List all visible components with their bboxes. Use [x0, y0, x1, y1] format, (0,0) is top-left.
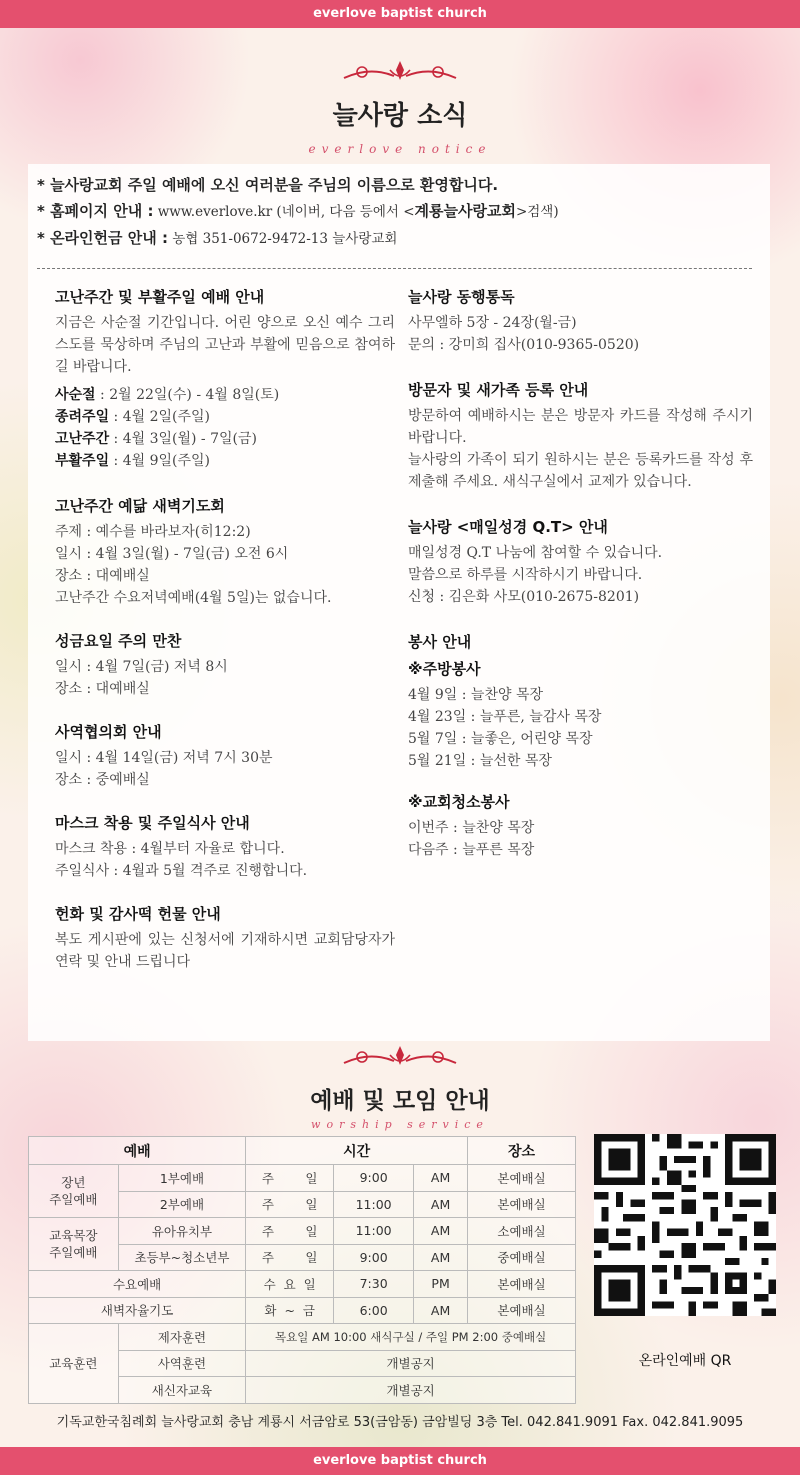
lent-value: : 2월 22일(수) - 4월 8일(토) — [95, 387, 280, 403]
section-line: 4월 23일 : 늘푸른, 늘감사 목장 — [408, 709, 602, 725]
palm-label: 종려주일 — [55, 409, 110, 425]
worship-table — [28, 1136, 576, 1404]
section-qt — [408, 515, 753, 608]
place-cell: 중예배실 — [468, 1244, 576, 1271]
section-heading: 늘사랑 동행통독 — [408, 288, 515, 306]
schedule-cell: 목요일 AM 10:00 새식구실 / 주일 PM 2:00 중예배실 — [246, 1324, 576, 1351]
easter-value: : 4월 9일(주일) — [109, 453, 211, 469]
section-visitor — [408, 378, 753, 493]
section-heading: 고난주간 예닮 새벽기도회 — [55, 497, 225, 515]
table-row — [29, 1297, 576, 1324]
section-ministry-council — [55, 720, 395, 791]
day-cell: 주 — [246, 1165, 290, 1192]
bottom-banner: everlove baptist church — [0, 1447, 800, 1475]
day-cell: 일 — [290, 1191, 334, 1218]
group-label: 교육목장 주일예배 — [29, 1218, 119, 1271]
section-line: 일시 : 4월 7일(금) 저녁 8시 — [55, 659, 228, 675]
day-cell: 주 — [246, 1244, 290, 1271]
cleaning-heading: ※교회청소봉사 — [408, 793, 510, 811]
time-cell: 6:00 — [334, 1297, 414, 1324]
table-row — [29, 1218, 576, 1245]
passion-line — [55, 428, 395, 450]
place-cell: 본예배실 — [468, 1297, 576, 1324]
ampm-cell: AM — [414, 1191, 468, 1218]
worship-subtitle: worship service — [311, 1118, 489, 1131]
kitchen-heading: ※주방봉사 — [408, 660, 481, 678]
homepage-line — [37, 198, 747, 225]
time-cell: 11:00 — [334, 1191, 414, 1218]
qr-label: 온라인예배 QR — [638, 1353, 732, 1369]
offering-label: * 온라인헌금 안내 : — [37, 229, 168, 247]
service-name: 1부예배 — [118, 1165, 246, 1192]
intro-block — [37, 172, 747, 252]
service-name: 사역훈련 — [118, 1350, 246, 1377]
header-worship: 예배 — [29, 1137, 246, 1165]
section-line: 이번주 : 늘찬양 목장 — [408, 820, 535, 836]
section-line: 마스크 착용 : 4월부터 자율로 합니다. — [55, 841, 285, 857]
section-line: 주일식사 : 4월과 5월 격주로 진행합니다. — [55, 863, 308, 879]
footer-address: 기독교한국침례회 늘사랑교회 충남 계룡시 서금암로 53(금암동) 금암빌딩 3층 Tel. 042.841.9091 Fax. 042.841.9095 — [56, 1415, 744, 1430]
section-body: 지금은 사순절 기간입니다. 어린 양으로 오신 예수 그리스도를 묵상하며 주님의 고난과 부활에 믿음으로 참여하길 바랍니다. — [55, 315, 395, 375]
qr-code-graphic — [594, 1134, 776, 1316]
section-heading: 헌화 및 감사떡 헌물 안내 — [55, 905, 221, 923]
worship-title: 예배 및 모임 안내 — [310, 1087, 490, 1114]
palm-line — [55, 406, 395, 428]
section-holy-week — [55, 285, 395, 472]
service-name: 제자훈련 — [118, 1324, 246, 1351]
time-cell: 11:00 — [334, 1218, 414, 1245]
section-line: 고난주간 수요저녁예배(4월 5일)는 없습니다. — [55, 590, 332, 606]
divider — [37, 268, 752, 269]
passion-value: : 4월 3일(월) - 7일(금) — [109, 431, 257, 447]
service-name: 초등부~청소년부 — [118, 1244, 246, 1271]
easter-line — [55, 450, 395, 472]
place-cell: 본예배실 — [468, 1271, 576, 1298]
day-cell: 일 — [290, 1218, 334, 1245]
easter-label: 부활주일 — [55, 453, 110, 469]
qr-code-icon[interactable] — [594, 1134, 776, 1316]
offering-line — [37, 225, 747, 252]
day-cell: 주 — [246, 1218, 290, 1245]
section-line: 다음주 : 늘푸른 목장 — [408, 842, 535, 858]
ampm-cell: AM — [414, 1297, 468, 1324]
section-service — [408, 630, 753, 861]
schedule-cell: 개별공지 — [246, 1350, 576, 1377]
homepage-url: www.everlove.kr (네이버, 다음 등에서 < — [153, 204, 415, 220]
section-line: 주제 : 예수를 바라보자(히12:2) — [55, 524, 251, 540]
top-banner: everlove baptist church — [0, 0, 800, 28]
welcome-text: * 늘사랑교회 주일 예배에 오신 여러분을 주님의 이름으로 환영합니다. — [37, 176, 499, 194]
section-line: 신청 : 김은화 사모(010-2675-8201) — [408, 589, 640, 605]
section-body: 늘사랑의 가족이 되기 원하시는 분은 등록카드를 작성 후 제출해 주세요. 새식구실에서 교제가 있습니다. — [408, 452, 753, 490]
section-line: 5월 7일 : 늘좋은, 어린양 목장 — [408, 731, 593, 747]
ornament-icon — [340, 58, 460, 84]
section-mask-meal — [55, 811, 395, 882]
lent-label: 사순절 — [55, 387, 96, 403]
table-header-row — [29, 1137, 576, 1165]
section-dawn-prayer — [55, 494, 395, 609]
day-cell: 일 — [290, 1244, 334, 1271]
table-row — [29, 1165, 576, 1192]
section-offering — [55, 902, 395, 973]
section-line: 일시 : 4월 3일(월) - 7일(금) 오전 6시 — [55, 546, 289, 562]
lent-line — [55, 384, 395, 406]
homepage-suffix: >검색) — [515, 204, 559, 220]
table-row — [29, 1271, 576, 1298]
header-place: 장소 — [468, 1137, 576, 1165]
ampm-cell: AM — [414, 1218, 468, 1245]
ampm-cell: AM — [414, 1244, 468, 1271]
right-column — [408, 285, 753, 877]
day-cell: 화 ~ 금 — [246, 1297, 334, 1324]
palm-value: : 4월 2일(주일) — [109, 409, 211, 425]
table-row — [29, 1324, 576, 1351]
section-line: 장소 : 대예배실 — [55, 681, 150, 697]
place-cell: 본예배실 — [468, 1191, 576, 1218]
service-name: 유아유치부 — [118, 1218, 246, 1245]
day-cell: 주 — [246, 1191, 290, 1218]
day-cell: 일 — [290, 1165, 334, 1192]
header-time: 시간 — [246, 1137, 468, 1165]
section-heading: 방문자 및 새가족 등록 안내 — [408, 381, 589, 399]
section-good-friday — [55, 629, 395, 700]
schedule-cell: 개별공지 — [246, 1377, 576, 1404]
offering-account: 농협 351-0672-9472-13 늘사랑교회 — [167, 231, 398, 247]
section-line: 일시 : 4월 14일(금) 저녁 7시 30분 — [55, 750, 273, 766]
welcome-line — [37, 172, 747, 198]
day-cell: 수 요 일 — [246, 1271, 334, 1298]
section-line: 장소 : 대예배실 — [55, 568, 150, 584]
place-cell: 소예배실 — [468, 1218, 576, 1245]
ampm-cell: AM — [414, 1165, 468, 1192]
group-label: 장년 주일예배 — [29, 1165, 119, 1218]
passion-label: 고난주간 — [55, 431, 110, 447]
notice-title: 늘사랑 소식 — [332, 101, 468, 131]
section-heading: 고난주간 및 부활주일 예배 안내 — [55, 288, 265, 306]
section-body: 복도 게시판에 있는 신청서에 기재하시면 교회담당자가 연락 및 안내 드립니다 — [55, 932, 395, 970]
homepage-label: * 홈페이지 안내 : — [37, 202, 154, 220]
search-keyword: 계룡늘사랑교회 — [414, 202, 516, 220]
service-name: 수요예배 — [29, 1271, 246, 1298]
time-cell: 7:30 — [334, 1271, 414, 1298]
service-name: 새벽자율기도 — [29, 1297, 246, 1324]
place-cell: 본예배실 — [468, 1165, 576, 1192]
section-heading: 성금요일 주의 만찬 — [55, 632, 182, 650]
service-name: 새신자교육 — [118, 1377, 246, 1404]
section-heading: 늘사랑 <매일성경 Q.T> 안내 — [408, 518, 608, 536]
service-name: 2부예배 — [118, 1191, 246, 1218]
section-body: 방문하여 예배하시는 분은 방문자 카드를 작성해 주시기 바랍니다. — [408, 408, 753, 446]
section-heading: 마스크 착용 및 주일식사 안내 — [55, 814, 250, 832]
notice-subtitle: everlove notice — [308, 142, 492, 156]
section-bible-reading — [408, 285, 753, 356]
left-column — [55, 285, 395, 989]
group-label: 교육훈련 — [29, 1324, 119, 1404]
section-line: 매일성경 Q.T 나눔에 참여할 수 있습니다. — [408, 545, 663, 561]
section-line: 장소 : 중예배실 — [55, 772, 150, 788]
time-cell: 9:00 — [334, 1244, 414, 1271]
ornament-icon — [340, 1043, 460, 1069]
section-heading: 봉사 안내 — [408, 633, 472, 651]
section-heading: 사역협의회 안내 — [55, 723, 162, 741]
section-line: 말씀으로 하루를 시작하시기 바랍니다. — [408, 567, 643, 583]
ampm-cell: PM — [414, 1271, 468, 1298]
time-cell: 9:00 — [334, 1165, 414, 1192]
section-line: 문의 : 강미희 집사(010-9365-0520) — [408, 337, 640, 353]
section-line: 5월 21일 : 늘선한 목장 — [408, 753, 552, 769]
section-line: 4월 9일 : 늘찬양 목장 — [408, 687, 543, 703]
section-line: 사무엘하 5장 - 24장(월-금) — [408, 315, 577, 331]
